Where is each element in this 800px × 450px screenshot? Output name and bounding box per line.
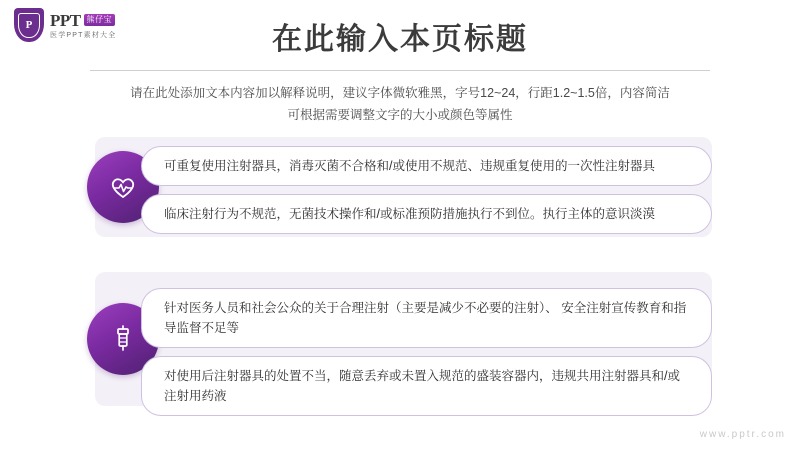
title-divider	[90, 70, 710, 71]
content-rows-1	[141, 146, 712, 234]
content-row: 临床注射行为不规范，无菌技术操作和/或标准预防措施执行不到位。执行主体的意识淡漠	[141, 194, 712, 234]
content-row: 对使用后注射器具的处置不当，随意丢弃或未置入规范的盛装容器内，违规共用注射器具和/或注射用药液	[141, 356, 712, 416]
logo-brand: PPT	[50, 10, 81, 30]
subtitle-line-1: 请在此处添加文本内容加以解释说明，建议字体微软雅黑，字号12~24，行距1.2~1.5倍，内容简洁	[130, 86, 670, 100]
content-row: 可重复使用注射器具，消毒灭菌不合格和/或使用不规范、违规重复使用的一次性注射器具	[141, 146, 712, 186]
content-row: 针对医务人员和社会公众的关于合理注射（主要是减少不必要的注射）、 安全注射宣传教育和指导监督不足等	[141, 288, 712, 348]
page-title: 在此输入本页标题	[272, 23, 528, 56]
slide-header	[0, 10, 800, 127]
content-rows-2	[141, 288, 712, 416]
watermark: www.pptr.com	[699, 429, 786, 440]
shield-letter: P	[18, 13, 40, 38]
subtitle-line-2: 可根据需要调整文字的大小或颜色等属性	[287, 107, 513, 122]
logo-tagline: 医学PPT素材大全	[50, 31, 117, 39]
logo-badge: 熊仔宝	[84, 14, 116, 26]
subtitle-block	[0, 83, 800, 127]
